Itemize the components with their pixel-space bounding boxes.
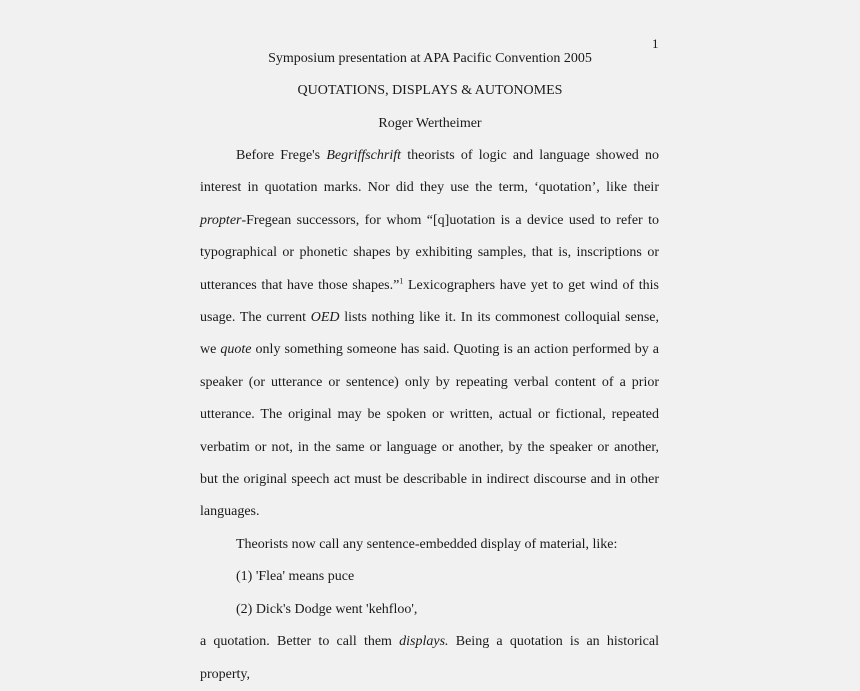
displays-italic: displays. <box>399 634 449 650</box>
body-text <box>200 140 659 691</box>
page-number: 1 <box>652 36 659 51</box>
venue-line: Symposium presentation at APA Pacific Convention 2005 <box>268 51 592 66</box>
begriffschrift-italic: Begriffschrift <box>326 148 402 163</box>
paragraph-3: a quotation. Better to call them displays. Being a quotation is an historical property, <box>200 634 659 682</box>
propter-italic: propter <box>200 212 242 228</box>
quote-italic: quote <box>220 342 252 358</box>
paper-title: QUOTATIONS, DISPLAYS & AUTONOMES <box>297 83 563 98</box>
footnote-marker[interactable]: 1 <box>399 275 404 285</box>
example-1: (1) 'Flea' means puce <box>236 569 355 585</box>
author-name: Roger Wertheimer <box>378 116 482 131</box>
paragraph-2: Theorists now call any sentence-embedded display of material, like: <box>236 536 618 552</box>
oed-italic: OED <box>310 310 340 326</box>
paragraph-1: Before Frege's Begriffschrift theorists of logic and language showed no interest in quotation marks. Nor did they use the term, ‘quotation’, like their propter-Fregean successors, for whom “[q]uotation is a device used to refer to typographical or phonetic shapes by exhibiting samples, that is, inscriptions or utterances that have those shapes.”$^1$ Lexicographers have yet to get wind of this usage. The current OED lists nothing like it. In its commonest colloquial sense, we quote only something someone has said. Quoting is an action performed by a speaker (or utterance or sentence) only by repeating verbal content of a prior utterance. The original may be spoken or written, actual or fictional, repeated verbatim or not, in the same or language or another, by the speaker or another, but the original speech act must be describable in indirect discourse and in other languages. <box>200 148 660 520</box>
example-2: (2) Dick's Dodge went 'kehfloo', <box>236 601 418 617</box>
